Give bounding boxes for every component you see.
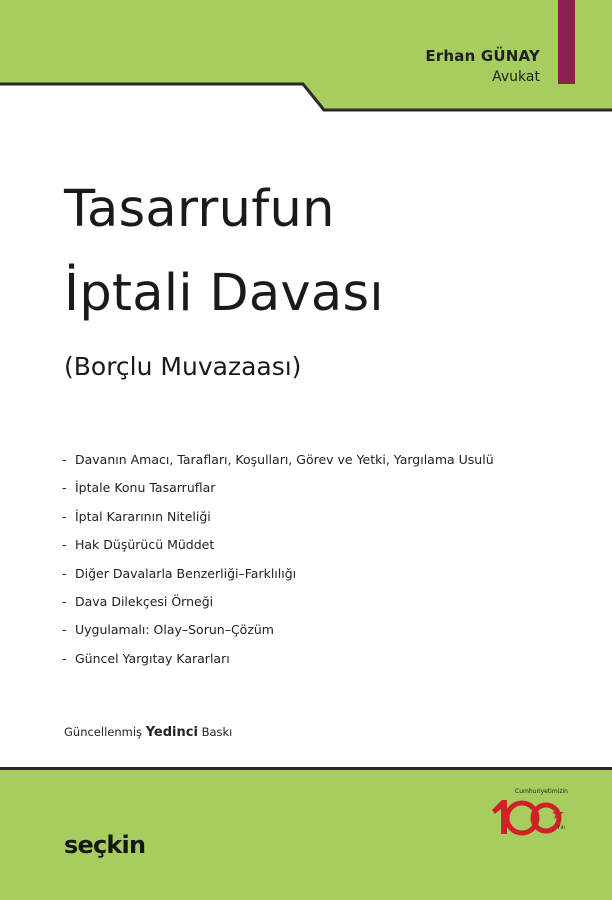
bookmark-ribbon (558, 0, 575, 84)
title-line-2: İptali Davası (64, 264, 384, 323)
centennial-number-graphic (488, 786, 572, 846)
book-subtitle: (Borçlu Muvazaası) (64, 352, 302, 381)
centennial-100-logo (488, 786, 572, 846)
author-block (425, 47, 540, 86)
centennial-year-label: Yılı (557, 825, 565, 831)
topic-text: Davanın Amacı, Tarafları, Koşulları, Görev ve Yetki, Yargılama Usulü (75, 452, 494, 467)
topic-text: İptale Konu Tasarruflar (75, 480, 216, 496)
topic-text: Hak Düşürücü Müddet (75, 537, 215, 553)
topic-text: Güncel Yargıtay Kararları (75, 650, 230, 666)
bullet-dash: - (62, 508, 67, 524)
centennial-caption: Cumhuriyetimizin (515, 788, 568, 795)
author-role: Avukat (492, 69, 540, 85)
bullet-dash: - (62, 622, 67, 638)
list-item (62, 616, 494, 644)
book-title (64, 168, 384, 336)
author-name: Erhan GÜNAY (425, 47, 540, 65)
bullet-dash: - (62, 565, 67, 581)
list-item (62, 503, 494, 531)
edition-note (64, 722, 232, 743)
bullet-dash: - (62, 537, 67, 553)
list-item (62, 474, 494, 502)
edition-post: Baskı (201, 725, 233, 739)
topic-text: Dava Dilekçesi Örneği (75, 594, 214, 610)
bullet-dash: - (62, 480, 67, 496)
list-item (62, 531, 494, 559)
topic-text: Diğer Davalarla Benzerliği–Farklılığı (75, 565, 297, 581)
topic-text: Uygulamalı: Olay–Sorun–Çözüm (75, 622, 274, 638)
list-item (62, 446, 494, 474)
bullet-dash: - (62, 594, 67, 610)
topics-list (62, 446, 494, 673)
title-line-1: Tasarrufun (64, 180, 335, 239)
topic-text: İptal Kararının Niteliği (75, 508, 211, 524)
list-item (62, 588, 494, 616)
list-item (62, 560, 494, 588)
publisher-logo: seçkin (64, 831, 146, 859)
list-item (62, 645, 494, 673)
bullet-dash: - (62, 452, 67, 467)
bullet-dash: - (62, 650, 67, 666)
edition-pre: Güncellenmiş (64, 725, 143, 739)
edition-number: Yedinci (145, 725, 198, 740)
